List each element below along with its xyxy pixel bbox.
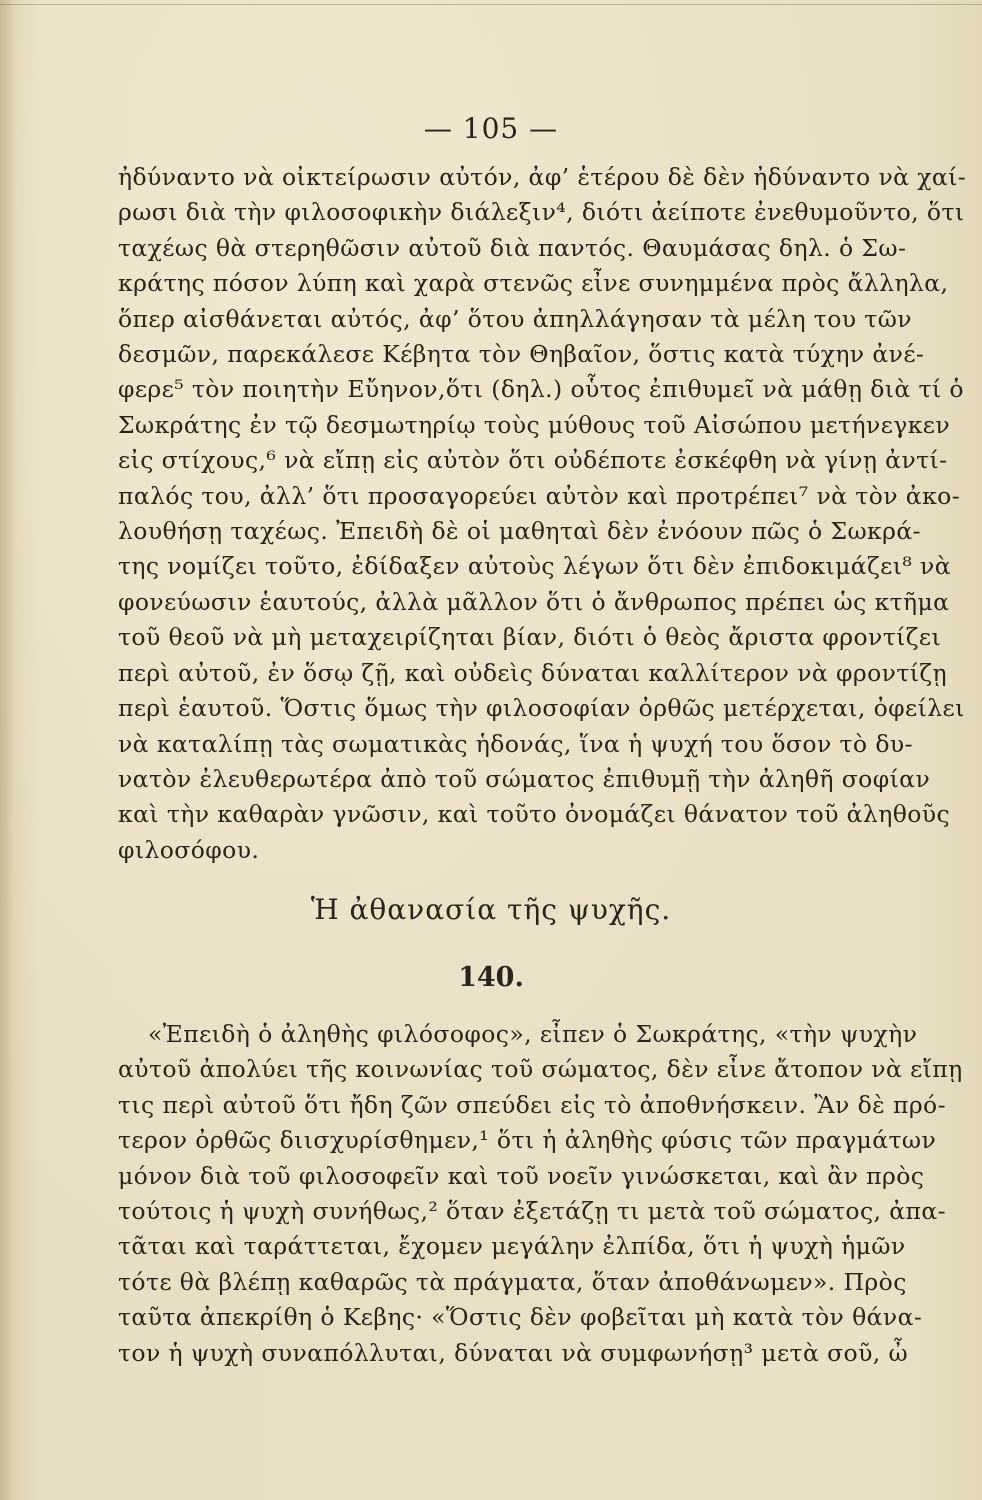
text-line: «Ἐπειδὴ ὁ ἀληθὴς φιλόσοφος», εἶπεν ὁ Σωκράτης, «τὴν ψυχὴν bbox=[148, 1020, 918, 1048]
text-line: τερον ὀρθῶς διισχυρίσθημεν,¹ ὅτι ἡ ἀληθὴς φύσις τῶν πραγμάτων bbox=[118, 1126, 937, 1155]
text-line: εἰς στίχους,⁶ νὰ εἴπῃ εἰς αὐτὸν ὅτι οὐδέποτε ἐσκέφθη νὰ γίνῃ ἀντί- bbox=[118, 446, 948, 475]
text-line: φονεύωσιν ἑαυτούς, ἀλλὰ μᾶλλον ὅτι ὁ ἄνθρωπος πρέπει ὡς κτῆμα bbox=[118, 587, 950, 616]
text-line: φερε⁵ τὸν ποιητὴν Εὔηνον,ὅτι (δηλ.) οὗτος ἐπιθυμεῖ νὰ μάθῃ διὰ τί ὁ bbox=[118, 375, 964, 404]
text-line: τᾶται καὶ ταράττεται, ἔχομεν μεγάλην ἐλπίδα, ὅτι ἡ ψυχὴ ἡμῶν bbox=[118, 1232, 906, 1261]
text-line: καὶ τὴν καθαρὰν γνῶσιν, καὶ τοῦτο ὀνομάζει θάνατον τοῦ ἀληθοῦς bbox=[118, 800, 951, 829]
page-gutter-shadow bbox=[0, 0, 14, 1500]
section-heading: Ἡ ἀθανασία τῆς ψυχῆς. bbox=[310, 893, 672, 926]
text-line: νατὸν ἐλευθερωτέρα ἀπὸ τοῦ σώματος ἐπιθυμῇ τὴν ἀληθῆ σοφίαν bbox=[118, 764, 931, 793]
text-line: τοῦ θεοῦ νὰ μὴ μεταχειρίζηται βίαν, διότι ὁ θεὸς ἄριστα φροντίζει bbox=[118, 623, 942, 652]
text-line: τις περὶ αὐτοῦ ὅτι ἤδη ζῶν σπεύδει εἰς τὸ ἀποθνήσκειν. Ἂν δὲ πρό- bbox=[118, 1090, 946, 1119]
text-line: ρωσι διὰ τὴν φιλοσοφικὴν διάλεξιν⁴, διότι ἀείποτε ἐνεθυμοῦντο, ὅτι bbox=[118, 198, 965, 227]
text-line: φιλοσόφου. bbox=[118, 835, 260, 864]
text-line: δεσμῶν, παρεκάλεσε Κέβητα τὸν Θηβαῖον, ὅστις κατὰ τύχην ἀνέ- bbox=[118, 340, 925, 369]
text-line: ταῦτα ἀπεκρίθη ὁ Κεβης· «Ὅστις δὲν φοβεῖται μὴ κατὰ τὸν θάνα- bbox=[118, 1303, 923, 1332]
text-line: ἠδύναντο νὰ οἰκτείρωσιν αὐτόν, ἀφ’ ἑτέρου δὲ δὲν ἠδύναντο νὰ χαί- bbox=[118, 163, 967, 191]
paragraph-section-140 bbox=[118, 1017, 963, 1371]
text-line: μόνον διὰ τοῦ φιλοσοφεῖν καὶ τοῦ νοεῖν γινώσκεται, καὶ ἂν πρὸς bbox=[118, 1161, 925, 1190]
text-line: νὰ καταλίπῃ τὰς σωματικὰς ἡδονάς, ἵνα ἡ ψυχή του ὅσον τὸ δυ- bbox=[118, 729, 913, 758]
text-line: κράτης πόσον λύπη καὶ χαρὰ στενῶς εἶνε συνημμένα πρὸς ἄλληλα, bbox=[118, 269, 949, 298]
text-line: αὐτοῦ ἀπολύει τῆς κοινωνίας τοῦ σώματος, δὲν εἶνε ἄτοπον νὰ εἴπῃ bbox=[118, 1055, 963, 1084]
text-line: τον ἡ ψυχὴ συναπόλλυται, δύναται νὰ συμφωνήσῃ³ μετὰ σοῦ, ὦ bbox=[118, 1338, 909, 1367]
page-number: — 105 — bbox=[423, 112, 559, 145]
paragraph-main bbox=[118, 160, 967, 868]
text-line: παλός του, ἀλλ’ ὅτι προσαγορεύει αὐτὸν καὶ προτρέπει⁷ νὰ τὸν ἀκο- bbox=[118, 481, 961, 510]
text-line: τότε θὰ βλέπῃ καθαρῶς τὰ πράγματα, ὅταν ἀποθάνωμεν». Πρὸς bbox=[118, 1267, 907, 1296]
text-line: περὶ ἑαυτοῦ. Ὅστις ὅμως τὴν φιλοσοφίαν ὀρθῶς μετέρχεται, ὀφείλει bbox=[118, 694, 965, 723]
text-line: λουθήσῃ ταχέως. Ἐπειδὴ δὲ οἱ μαθηταὶ δὲν ἐνόουν πῶς ὁ Σωκρά- bbox=[118, 517, 921, 546]
text-line: Σωκράτης ἐν τῷ δεσμωτηρίῳ τοὺς μύθους τοῦ Αἰσώπου μετήνεγκεν bbox=[118, 410, 951, 439]
page-top-edge bbox=[0, 4, 982, 5]
text-line: ταχέως θὰ στερηθῶσιν αὐτοῦ διὰ παντός. Θαυμάσας δηλ. ὁ Σω- bbox=[118, 233, 907, 262]
text-line: τούτοις ἡ ψυχὴ συνήθως,² ὅταν ἐξετάζῃ τι μετὰ τοῦ σώματος, ἀπα- bbox=[118, 1197, 946, 1226]
text-line: περὶ αὐτοῦ, ἐν ὅσῳ ζῇ, καὶ οὐδεὶς δύναται καλλίτερον νὰ φροντίζῃ bbox=[118, 658, 947, 687]
text-line: ὅπερ αἰσθάνεται αὐτός, ἀφ’ ὅτου ἀπηλλάγησαν τὰ μέλη του τῶν bbox=[118, 304, 912, 333]
section-number: 140. bbox=[458, 962, 524, 993]
text-line: της νομίζει τοῦτο, ἐδίδαξεν αὐτοὺς λέγων ὅτι δὲν ἐπιδοκιμάζει⁸ νὰ bbox=[118, 552, 951, 581]
